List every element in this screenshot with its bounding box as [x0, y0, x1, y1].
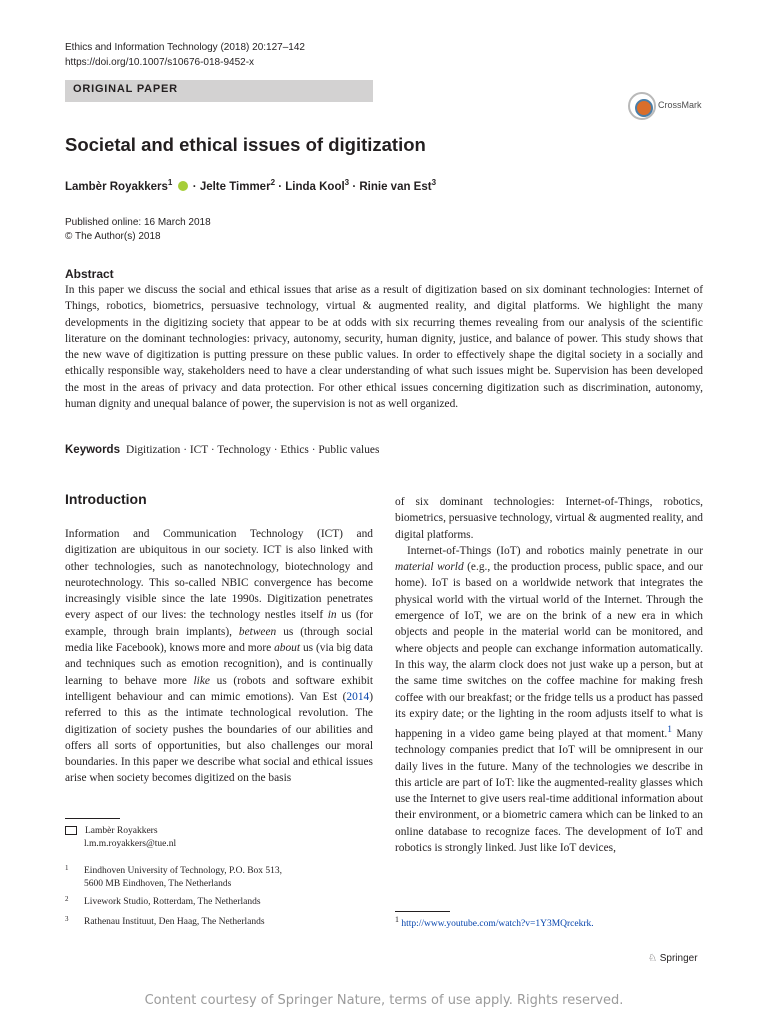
published-date: Published online: 16 March 2018 [65, 217, 211, 228]
paper-title: Societal and ethical issues of digitization [65, 134, 426, 155]
crossmark-label: CrossMark [658, 100, 702, 110]
crossmark-icon [628, 92, 656, 120]
footnote-ref[interactable]: 1 [667, 725, 672, 736]
journal-citation: Ethics and Information Technology (2018) 20:127–142 [65, 42, 305, 53]
envelope-icon [65, 826, 77, 835]
citation-link[interactable]: 2014 [346, 690, 370, 703]
footnote-divider [395, 911, 450, 912]
footnote-divider [65, 818, 120, 819]
category-bar [65, 80, 373, 102]
corr-author-email[interactable]: l.m.m.royakkers@tue.nl [84, 839, 177, 849]
abstract-text: In this paper we discuss the social and ethical issues that arise as a result of digitization based on six dominant technologies: Internet of Things, robotics, biometrics, persuasive technology, virtual & augmented reality, and digital platforms. We highlight the many developments in the digitizing society that appear to be at odds with six recurring themes revealing from our analysis of the scientific literature on the dominant technologies: privacy, autonomy, security, human dignity, justice, and balance of power. This study shows that the new wave of digitization is putting pressure on these public values. In order to effectively shape the digital society in a socially and ethically responsible way, stakeholders need to have a clear understanding of what such issues might be. Supervision has been developed the most in the areas of privacy and data protection. For other ethical issues concerning digitization such as discrimination, autonomy, human dignity and unequal balance of power, the supervision is not as well organized. [65, 284, 703, 411]
keywords [65, 444, 379, 456]
category-label: ORIGINAL PAPER [73, 83, 178, 95]
orcid-icon[interactable] [178, 181, 188, 191]
springer-horse-icon: ♘ [648, 953, 657, 964]
paragraph: Information and Communication Technology (ICT) and digitization are ubiquitous in our society. ICT is also linked with other technologies, such as nanotechnology, biotechnology and neurotechnology. This so-called NBIC convergence has become increasingly visible since the late 1990s. Digitization penetrates every aspect of our lives: the technology nestles itself in us (for example, through brain implants), between us (through social media like Facebook), knows more and more about us (via big data and techniques such as emotion recognition), and is continually learning to behave more like us (robots and software exhibit intelligent behaviour and can mimic emotions). Van Est (2014) referred to this as the intimate technological revolution. The digitization of society pushes the boundaries of our abilities and offers all sorts of opportunities, but also challenges our moral boundaries. In this paper we describe what social and ethical issues arise when society becomes digitized on the basis [65, 528, 374, 785]
footnote-number: 1 [395, 915, 399, 924]
author-name[interactable]: Lambèr Royakkers [65, 180, 168, 193]
publication-info [65, 216, 211, 244]
paragraph: Internet-of-Things (IoT) and robotics mainly penetrate in our material world (e.g., the production process, public space, and our home). IoT is based on a worldwide network that integrates the physical world with the virtual world of the Internet. Through the emergence of IoT, we are on the brink of a new era in which objects and people in the material world can be monitored, and where objects and people can exchange information automatically. In this way, the alarm clock does not just wake up a person, but at the same time switches on the coffee machine for making fresh coffee with our breakfast; or the fridge tells us a product has passed its expiry date; or the lighting in the room adjusts itself to what is happening in a video game being played at that moment.$^1$ Many technology companies predict that IoT will be omnipresent in our daily lives in the future. Many of the technologies we describe in this article are part of IoT: like the augmented-reality glasses which use the Internet to give users real-time additional information about their environment, or a biometric camera which can be linked to an online database to recognize faces. The development of IoT and robotics is strongly linked. Just like IoT devices, [395, 544, 703, 855]
footnote-1 [395, 915, 594, 929]
author-affiliation: 3 [344, 178, 350, 187]
abstract-heading: Abstract [65, 267, 114, 281]
corr-author-name: Lambèr Royakkers [85, 826, 158, 836]
crossmark-badge[interactable] [628, 92, 704, 122]
paragraph: of six dominant technologies: Internet-of-Things, robotics, biometrics, persuasive technology, virtual & augmented reality, and digital platforms. [395, 496, 703, 541]
rights-footer: Content courtesy of Springer Nature, terms of use apply. Rights reserved. [144, 993, 624, 1008]
body-column-right [395, 494, 703, 856]
author-affiliation: 2 [270, 178, 276, 187]
section-heading-introduction: Introduction [65, 491, 147, 507]
journal-info [65, 40, 305, 70]
author-name[interactable]: Jelte Timmer [199, 180, 271, 193]
author-name[interactable]: Linda Kool [285, 180, 345, 193]
publisher-name: Springer [659, 953, 698, 964]
body-column-left [65, 526, 373, 787]
doi-link[interactable]: https://doi.org/10.1007/s10676-018-9452-x [65, 57, 255, 68]
author-affiliation: 1 [167, 178, 173, 187]
corresponding-author [65, 825, 176, 851]
copyright: © The Author(s) 2018 [65, 231, 161, 242]
keywords-label: Keywords [65, 444, 120, 456]
publisher-logo [648, 953, 698, 964]
keywords-list: Digitization · ICT · Technology · Ethics · Public values [125, 444, 380, 456]
author-list: Lambèr Royakkers$^1$ · Jelte Timmer$^2$ · Linda Kool$^3$ · Rinie van Est$^3$ [65, 178, 437, 193]
footnote-url[interactable]: http://www.youtube.com/watch?v=1Y3MQrcekrk. [401, 919, 594, 930]
author-affiliation: 3 [431, 178, 437, 187]
author-name[interactable]: Rinie van Est [359, 180, 432, 193]
